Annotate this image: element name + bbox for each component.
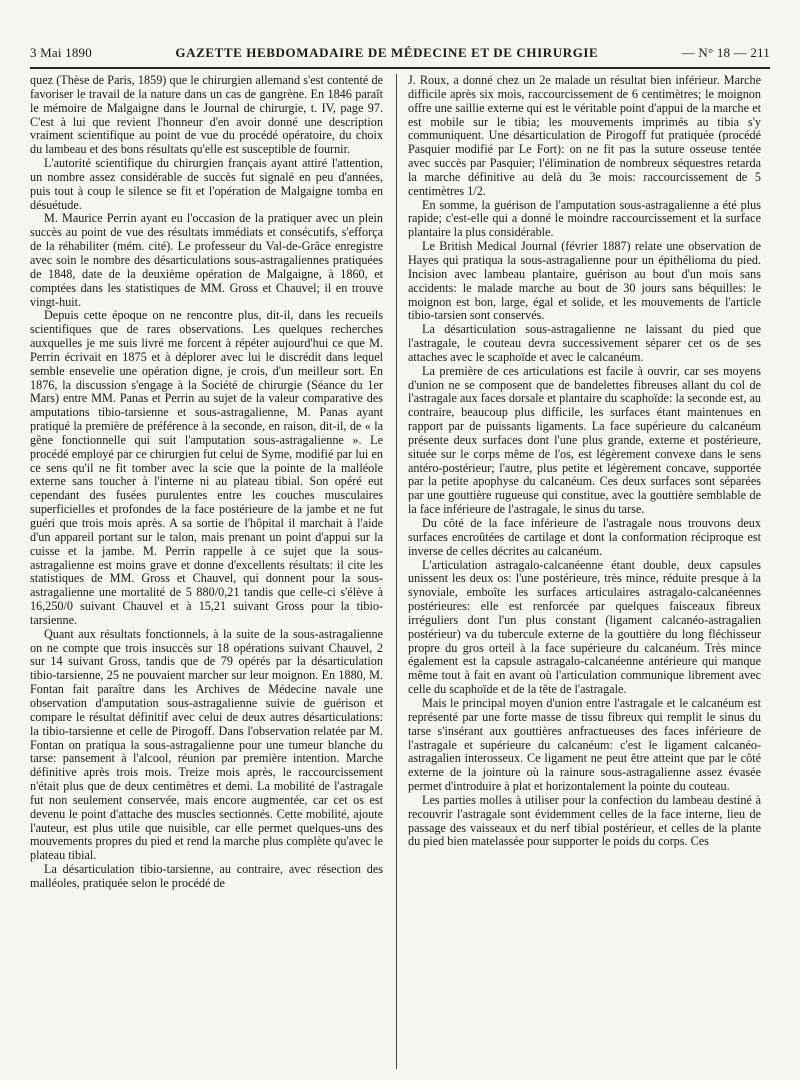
paragraph: Quant aux résultats fonctionnels, à la suite de la sous-astragalienne on ne compte que trois insuccès sur 18 opérations suivant Chauvel, 2 sur 14 suivant Gross, tandis que de 79 opérés par la désarticulation tibio-tarsienne, 25 ne pouvaient marcher sur leur moignon. En 1880, M. Fontan fait paraître dans les Archives de Médecine navale une observation d'amputation sous-astragalienne suivie de guérison et compare le résultat définitif avec celui de deux autres désarticulations: la tibio-tarsienne et celle de Pirogoff. Dans l'observation relatée par M. Fontan on pratiqua la sous-astragalienne pour une tumeur blanche du tarse: pansement à l'alcool, réunion par première intention. Marche définitive après trois mois. Treize mois après, le raccourcissement n'était plus que de deux centimètres et demi. La mobilité de l'astragale fut non seulement conservée, mais encore augmentée, car cet os est devenu le point d'attache des muscles sectionnés. Cette mobilité, ajoute l'auteur, est plus utile que nuisible, car elle permet quelques-uns des mouvements propres du pied et rend la marche plus complète qu'avec le plateau tibial.	[30, 626, 383, 863]
paragraph: La désarticulation sous-astragalienne ne laissant du pied que l'astragale, le couteau devra successivement séparer cet os de ses attaches avec le scaphoïde et avec le calcanéum.	[408, 322, 761, 364]
paragraph: L'autorité scientifique du chirurgien français ayant attiré l'attention, un nombre assez considérable de succès fut signalé en peu d'années, puis tout à coup le silence se fit et l'opération de Malgaigne tomba en désuétude.	[30, 156, 383, 212]
paragraph: En somme, la guérison de l'amputation sous-astragalienne a été plus rapide; c'est-elle qui a donné le moindre raccourcissement et la surface plantaire la plus considérable.	[408, 197, 761, 240]
column-divider	[396, 74, 397, 1069]
paragraph: quez (Thèse de Paris, 1859) que le chirurgien allemand s'est contenté de favoriser le travail de la nature dans un cas de gangrène. En 1846 paraît le mémoire de Malgaigne dans le Journal de chirurgie, t. IV, page 97. C'est à lui que revient l'honneur d'en avoir donné une description vraiment scientifique au point de vue du procédé opératoire, du choix du lambeau et des bons résultats qu'elle est susceptible de fournir.	[30, 74, 383, 157]
paragraph: Le British Medical Journal (février 1887) relate une observation de Hayes qui pratiqua la sous-astragalienne pour un épithélioma du pied. Incision avec lambeau plantaire, guérison au bout d'un mois sans accidents: le malade marche au bout de 30 jours sans béquilles: le moignon est bon, large, égal et solide, et les mouvements de l'article tibio-tarsien sont conservés.	[408, 239, 761, 323]
left-column	[30, 74, 383, 1072]
journal-title: GAZETTE HEBDOMADAIRE DE MÉDECINE ET DE CHIRURGIE	[175, 45, 599, 60]
paragraph: Les parties molles à utiliser pour la confection du lambeau destiné à recouvrir l'astragale sont évidemment celles de la face interne, lieu de passage des vaisseaux et du nerf tibial postérieur, et celles de la plante du pied bien matelassée pour supporter le poids du corps. Ces	[408, 792, 761, 849]
paragraph: Du côté de la face inférieure de l'astragale nous trouvons deux surfaces encroûtées de cartilage et dont la conformation réciproque est inverse de celles décrites au calcanéum.	[408, 516, 761, 558]
paragraph: Mais le principal moyen d'union entre l'astragale et le calcanéum est représenté par une forte masse de tissu fibreux qui remplit le sinus du tarse s'insérant aux gouttières anfractueuses des faces inférieure de l'astragale et supérieure du calcanéum: c'est le ligament calcanéo-astragalien interosseux. Ce ligament ne peut être atteint que par le côté externe de la jointure où la rainure sous-astragalienne assez évasée permet d'introduire à plat et horizontalement la pointe du couteau.	[408, 695, 761, 794]
paragraph: La première de ces articulations est facile à ouvrir, car ses moyens d'union ne se composent que de bandelettes fibreuses allant du col de l'astragale aux faces dorsale et plantaire du scaphoïde: la seconde est, au contraire, beaucoup plus difficile, les surfaces étant maintenues en rapport par de puissants ligaments. La face supérieure du calcanéum présente deux surfaces dont l'une plus grande, externe et postérieure, située sur le corps même de l'os, est légèrement convexe dans le sens antéro-postérieur; l'autre, plus petite et légèrement concave, supportée par la petite apophyse du calcanéum. Ces deux surfaces sont séparées par une gouttière rugueuse qui constitue, avec la gouttière semblable de la face inférieure de l'astragale, le sinus du tarse.	[408, 363, 761, 517]
paragraph: L'articulation astragalo-calcanéenne étant double, deux capsules unissent les deux os: l'une postérieure, très mince, réduite presque à la synoviale, emboîte les surfaces articulaires astragalo-calcanéennes postérieures: elle est renforcée par quelques faisceaux fibreux irréguliers dont l'un plus constant (ligament calcanéo-astragalien postérieur) va du tubercule externe de la gouttière du long fléchisseur propre du gros orteil à la face supérieure du calcanéum. Très mince également est la capsule astragalo-calcanéenne antérieure qui manque même tout à fait en avant où l'articulation communique librement avec celle du scaphoïde et de la tête de l'astragale.	[408, 557, 761, 697]
paragraph: M. Maurice Perrin ayant eu l'occasion de la pratiquer avec un plein succès au point de vue des résultats immédiats et consécutifs, s'efforça de la réhabiliter (mém. cité). Le professeur du Val-de-Grâce enregistre avec soin le nombre des désarticulations sous-astragaliennes pratiquées de 1848, date de la deuxième opération de Malgaigne, à 1860, et comptées dans les statistiques de MM. Gross et Chauvel; il en trouve vingt-huit.	[30, 211, 383, 309]
header-rule	[30, 67, 770, 69]
paragraph: La désarticulation tibio-tarsienne, au contraire, avec résection des malléoles, pratiquée selon le procédé de	[30, 862, 383, 890]
paragraph: J. Roux, a donné chez un 2e malade un résultat bien inférieur. Marche difficile après six mois, raccourcissement de 6 centimètres; le moignon offre une saillie externe qui est le véritable point d'appui de la marche et est mobile sur le tibia; les mouvements imprimés au tibia s'y communiquent. Une désarticulation de Pirogoff fut pratiquée (procédé Pasquier modifié par Le Fort): on ne fit pas la suture osseuse tentée avec succès par Pasquier; l'élimination de nombreux séquestres retarda la marche définitive au delà du 3e mois: raccourcissement de 5 centimètres 1/2.	[408, 74, 761, 198]
paragraph: Depuis cette époque on ne rencontre plus, dit-il, dans les recueils scientifiques que de rares observations. Les quelques recherches auxquelles je me suis livré me forcent à répéter aujourd'hui ce que M. Perrin écrivait en 1875 et à déplorer avec lui le discrédit dans lequel semble ensevelie une opération digne, je crois, d'un meilleur sort. En 1876, la discussion s'engage à la Société de chirurgie (Séance du 1er Mars) entre MM. Panas et Perrin au sujet de la valeur comparative des amputations tibio-tarsienne et sous-astragalienne, M. Panas ayant pratiqué la première de préférence à la seconde, en raison, dit-il, de « la gêne fonctionnelle qui suit l'amputation sous-astragalienne ». Le procédé employé par ce chirurgien fut celui de Syme, modifié par lui en ce sens qu'il ne fit tomber avec la scie que la pointe de la malléole externe sans toucher à l'interne ni au plateau tibial. Son opéré eut cependant des fusées purulentes entre les couches musculaires superficielles et profondes de la face postérieure de la jambe et ne fut guéri que trois mois après. A sa sortie de l'hôpital il marchait à l'aide d'un appareil portant sur le talon, mais prenant un point d'appui sur la cuisse et la jambe. M. Perrin rappelle à ce sujet que la sous-astragalienne est moins grave et donne d'excellents résultats: il cite les statistiques de MM. Gross et Chauvel, qui donnent pour la sous-astragalienne une mortalité de 5 880/0,21 tandis que celle-ci s'élève à 16,250/0 suivant Chauvel et à 15,21 suivant Gross pour la tibio-tarsienne.	[30, 308, 383, 627]
running-header	[30, 40, 770, 66]
issue-date: 3 Mai 1890	[30, 45, 92, 60]
issue-page-number: — N° 18 — 211	[681, 45, 770, 60]
right-column	[408, 74, 761, 1072]
